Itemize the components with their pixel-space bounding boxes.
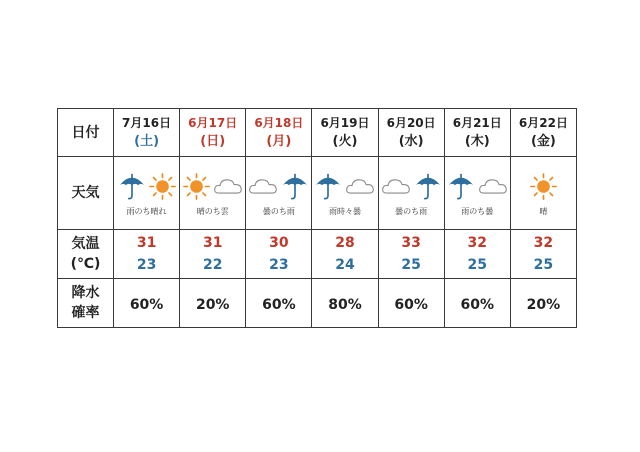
weather-row bbox=[58, 157, 577, 230]
cloud-icon bbox=[345, 176, 375, 196]
high-temp: 30 bbox=[269, 235, 289, 251]
cloud-icon bbox=[381, 176, 411, 196]
low-temp: 25 bbox=[401, 257, 421, 273]
day-cell bbox=[312, 109, 378, 157]
temperature-cell bbox=[378, 230, 444, 279]
precipitation-row-label bbox=[58, 279, 114, 328]
weather-row-label: 天気 bbox=[58, 157, 114, 230]
cloud-icon bbox=[248, 176, 278, 196]
day-date: 6月18日 bbox=[254, 115, 304, 130]
precipitation-cell bbox=[444, 279, 510, 328]
precipitation-cell bbox=[510, 279, 576, 328]
day-cell bbox=[378, 109, 444, 157]
umbrella-icon bbox=[447, 171, 475, 201]
weather-cell bbox=[180, 157, 246, 230]
day-of-week: (日) bbox=[200, 133, 226, 149]
weather-description: 晴のち雲 bbox=[196, 207, 229, 216]
sun-icon bbox=[530, 173, 557, 200]
precipitation-cell bbox=[246, 279, 312, 328]
day-of-week: (土) bbox=[134, 133, 160, 149]
weather-description: 雨のち晴れ bbox=[126, 207, 167, 216]
temperature-cell bbox=[180, 230, 246, 279]
precipitation-cell bbox=[312, 279, 378, 328]
day-date: 6月19日 bbox=[320, 115, 370, 130]
temperature-cell bbox=[246, 230, 312, 279]
precipitation-value: 80% bbox=[328, 296, 362, 313]
precipitation-cell bbox=[378, 279, 444, 328]
day-date: 6月17日 bbox=[188, 115, 238, 130]
precipitation-cell bbox=[114, 279, 180, 328]
weather-cell bbox=[510, 157, 576, 230]
weather-description: 曇のち雨 bbox=[395, 207, 428, 216]
weather-cell bbox=[378, 157, 444, 230]
low-temp: 22 bbox=[202, 257, 223, 273]
high-temp: 32 bbox=[533, 235, 554, 251]
low-temp: 23 bbox=[136, 257, 157, 273]
precipitation-label-line1: 降水 bbox=[71, 285, 100, 301]
sun-icon bbox=[149, 173, 176, 200]
precipitation-value: 60% bbox=[262, 296, 296, 313]
day-cell bbox=[114, 109, 180, 157]
high-temp: 32 bbox=[467, 235, 488, 251]
day-of-week: (火) bbox=[332, 133, 358, 149]
temperature-row-label bbox=[58, 230, 114, 279]
weather-description: 曇のち雨 bbox=[262, 207, 295, 216]
weather-cell bbox=[114, 157, 180, 230]
precipitation-label-line2: 確率 bbox=[71, 305, 100, 321]
cloud-icon bbox=[478, 176, 508, 196]
weather-cell bbox=[444, 157, 510, 230]
day-date: 6月21日 bbox=[452, 115, 502, 130]
precipitation-value: 20% bbox=[195, 296, 230, 313]
temperature-cell bbox=[444, 230, 510, 279]
umbrella-icon bbox=[414, 171, 442, 201]
precipitation-value: 60% bbox=[129, 296, 164, 313]
precipitation-row bbox=[58, 279, 577, 328]
temperature-cell bbox=[312, 230, 378, 279]
low-temp: 24 bbox=[335, 257, 355, 273]
weather-cell bbox=[312, 157, 378, 230]
umbrella-icon bbox=[281, 171, 309, 201]
umbrella-icon bbox=[314, 171, 342, 201]
day-of-week: (水) bbox=[398, 133, 424, 149]
day-of-week: (月) bbox=[266, 133, 292, 149]
day-date: 7月16日 bbox=[122, 115, 172, 130]
low-temp: 23 bbox=[269, 257, 289, 273]
precipitation-value: 60% bbox=[460, 296, 495, 313]
day-date: 6月22日 bbox=[518, 115, 568, 130]
date-row bbox=[58, 109, 577, 157]
low-temp: 25 bbox=[533, 257, 554, 273]
date-row-label: 日付 bbox=[58, 109, 114, 157]
day-of-week: (金) bbox=[530, 133, 556, 149]
day-cell bbox=[246, 109, 312, 157]
weather-cell bbox=[246, 157, 312, 230]
day-date: 6月20日 bbox=[386, 115, 436, 130]
precipitation-value: 20% bbox=[526, 296, 561, 313]
umbrella-icon bbox=[118, 171, 146, 201]
high-temp: 31 bbox=[136, 235, 157, 251]
weather-description: 雨時々曇 bbox=[328, 207, 361, 216]
day-cell bbox=[180, 109, 246, 157]
day-of-week: (木) bbox=[464, 133, 490, 149]
precipitation-value: 60% bbox=[394, 296, 428, 313]
temperature-unit: (℃) bbox=[70, 256, 101, 272]
low-temp: 25 bbox=[467, 257, 488, 273]
cloud-icon bbox=[213, 176, 243, 196]
high-temp: 31 bbox=[202, 235, 223, 251]
weather-description: 晴 bbox=[539, 207, 548, 216]
temperature-label: 気温 bbox=[71, 236, 100, 252]
high-temp: 33 bbox=[401, 235, 421, 251]
day-cell bbox=[510, 109, 576, 157]
sun-icon bbox=[183, 173, 210, 200]
weather-forecast-table bbox=[57, 108, 577, 328]
temperature-row bbox=[58, 230, 577, 279]
temperature-cell bbox=[510, 230, 576, 279]
temperature-cell bbox=[114, 230, 180, 279]
high-temp: 28 bbox=[335, 235, 355, 251]
weather-description: 雨のち曇 bbox=[461, 207, 494, 216]
precipitation-cell bbox=[180, 279, 246, 328]
day-cell bbox=[444, 109, 510, 157]
